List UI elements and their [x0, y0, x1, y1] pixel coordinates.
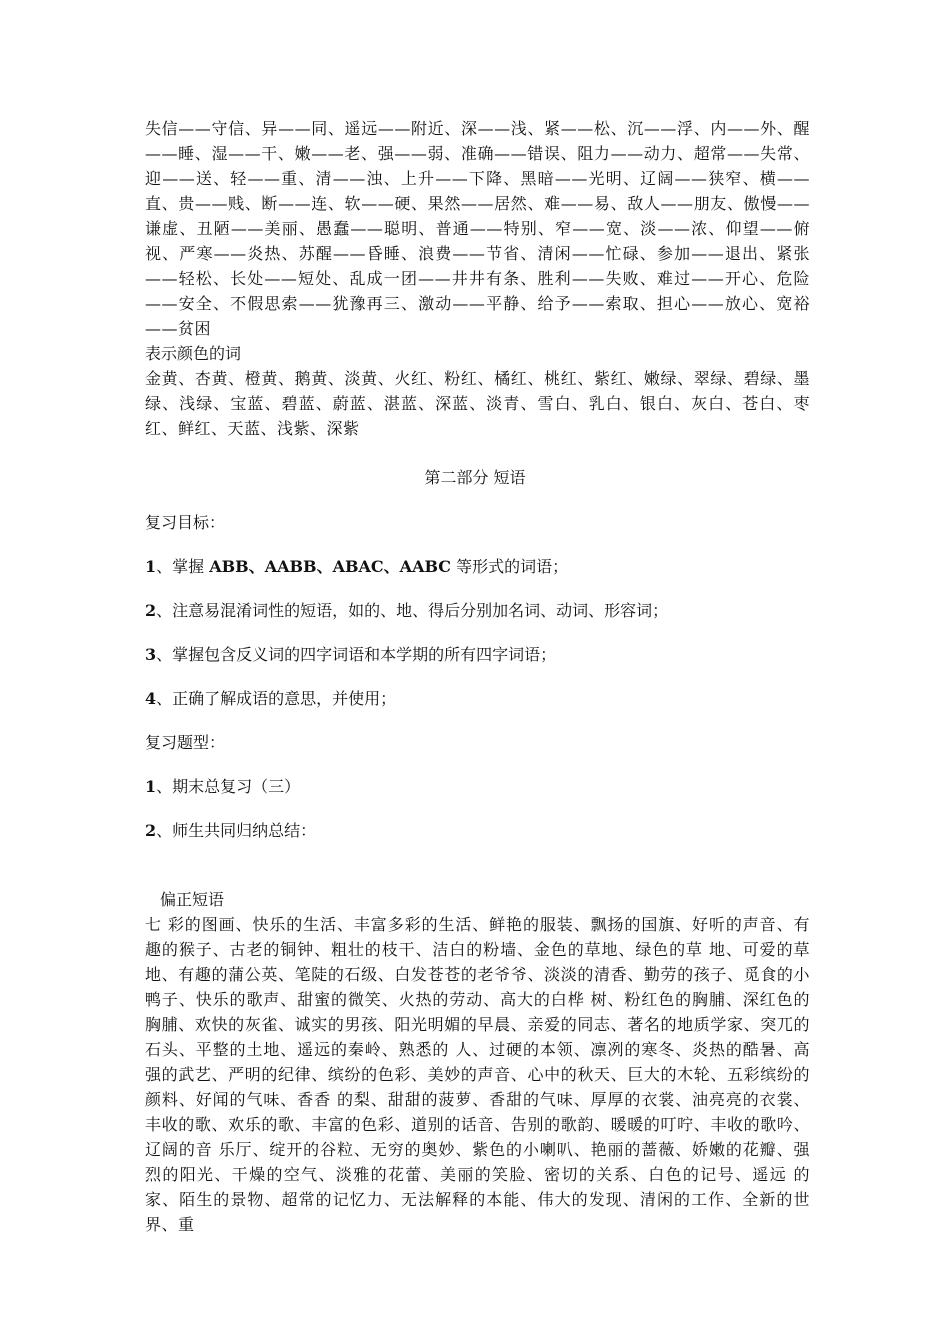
review-goals-heading: 复习目标： [145, 513, 226, 532]
goal-number: 3 [145, 645, 157, 664]
color-words-list: 金黄、杏黄、橙黄、鹅黄、淡黄、火红、粉红、橘红、桃红、紫红、嫩绿、翠绿、碧绿、墨绿、浅绿、宝蓝、碧蓝、蔚蓝、湛蓝、深蓝、淡青、雪白、乳白、银白、灰白、苍白、枣红、鲜红、天蓝、浅紫、深紫 [145, 369, 810, 438]
goal-number: 4 [145, 689, 157, 708]
color-words-heading: 表示颜色的词 [145, 344, 242, 363]
type-number: 2 [145, 821, 157, 840]
goal-text: 、掌握 [156, 557, 210, 576]
type-number: 1 [145, 777, 157, 796]
goal-number: 1 [145, 557, 157, 576]
goal-item-4 [145, 686, 396, 711]
goal-item-3 [145, 642, 556, 667]
phrase-heading: 偏正短语 [160, 890, 225, 909]
goal-forms: ABB、AABB、ABAC、AABC [209, 557, 452, 576]
goal-item-2 [145, 598, 668, 623]
goal-text-end: 等形式的词语； [451, 557, 569, 576]
goal-text: 、注意易混淆词性的短语，如的、地、得后分别加名词、动词、形容词； [156, 601, 669, 620]
review-types-heading: 复习题型： [145, 733, 226, 752]
phrase-list: 七 彩的图画、快乐的生活、丰富多彩的生活、鲜艳的服装、飘扬的国旗、好听的声音、有趣的猴子、古老的铜钟、粗壮的枝干、洁白的粉墙、金色的草地、绿色的草 地、可爱的草地、有趣的蒲公英、笔陡的石级、白发苍苍的老爷爷、淡淡的清香、勤劳的孩子、觅食的小鸭子、快乐的歌声、甜蜜的微笑、火热的劳动、高大的白桦 树、粉红色的胸脯、深红色的胸脯、欢快的灰雀、诚实的男孩、阳光明媚的早晨、亲爱的同志、著名的地质学家、突兀的石头、平整的土地、遥远的秦岭、熟悉的 人、过硬的本领、凛冽的寒冬、炎热的酷暑、高强的武艺、严明的纪律、缤纷的色彩、美妙的声音、心中的秋天、巨大的木轮、五彩缤纷的颜料、好闻的气味、香香 的梨、甜甜的菠萝、香甜的气味、厚厚的衣裳、油亮亮的衣裳、丰收的歌、欢乐的歌、丰富的色彩、道别的话音、告别的歌韵、暖暖的叮咛、丰收的歌吟、辽阔的音 乐厅、绽开的谷粒、无穷的奥妙、紫色的小喇叭、艳丽的蔷薇、娇嫩的花瓣、强烈的阳光、干燥的空气、淡雅的花蕾、美丽的笑脸、密切的关系、白色的记号、遥远 的家、陌生的景物、超常的记忆力、无法解释的本能、伟大的发现、清闲的工作、全新的世界、重 [145, 915, 810, 1234]
goal-number: 2 [145, 601, 157, 620]
type-item-2 [145, 818, 316, 843]
goal-text: 、正确了解成语的意思，并使用； [156, 689, 397, 708]
goal-item-1 [145, 554, 568, 579]
section-title: 第二部分 短语 [424, 468, 526, 487]
goal-text: 、掌握包含反义词的四字词语和本学期的所有四字词语； [156, 645, 557, 664]
type-item-1 [145, 774, 300, 799]
antonym-list: 失信——守信、异——同、遥远——附近、深——浅、紧——松、沉——浮、内——外、醒——睡、湿——干、嫩——老、强——弱、准确——错误、阻力——动力、超常——失常、迎——送、轻——重、清——浊、上升——下降、黑暗——光明、辽阔——狭窄、横——直、贵——贱、断——连、软——硬、果然——居然、难——易、敌人——朋友、傲慢——谦虚、丑陋——美丽、愚蠢——聪明、普通——特别、窄——宽、淡——浓、仰望——俯视、严寒——炎热、苏醒——昏睡、浪费——节省、清闲——忙碌、参加——退出、紧张——轻松、长处——短处、乱成一团——井井有条、胜利——失败、难过——开心、危险——安全、不假思索——犹豫再三、激动——平静、给予——索取、担心——放心、宽裕——贫困 [145, 119, 810, 338]
type-text: 、师生共同归纳总结： [156, 821, 317, 840]
type-text: 、期末总复习（三） [156, 777, 301, 796]
